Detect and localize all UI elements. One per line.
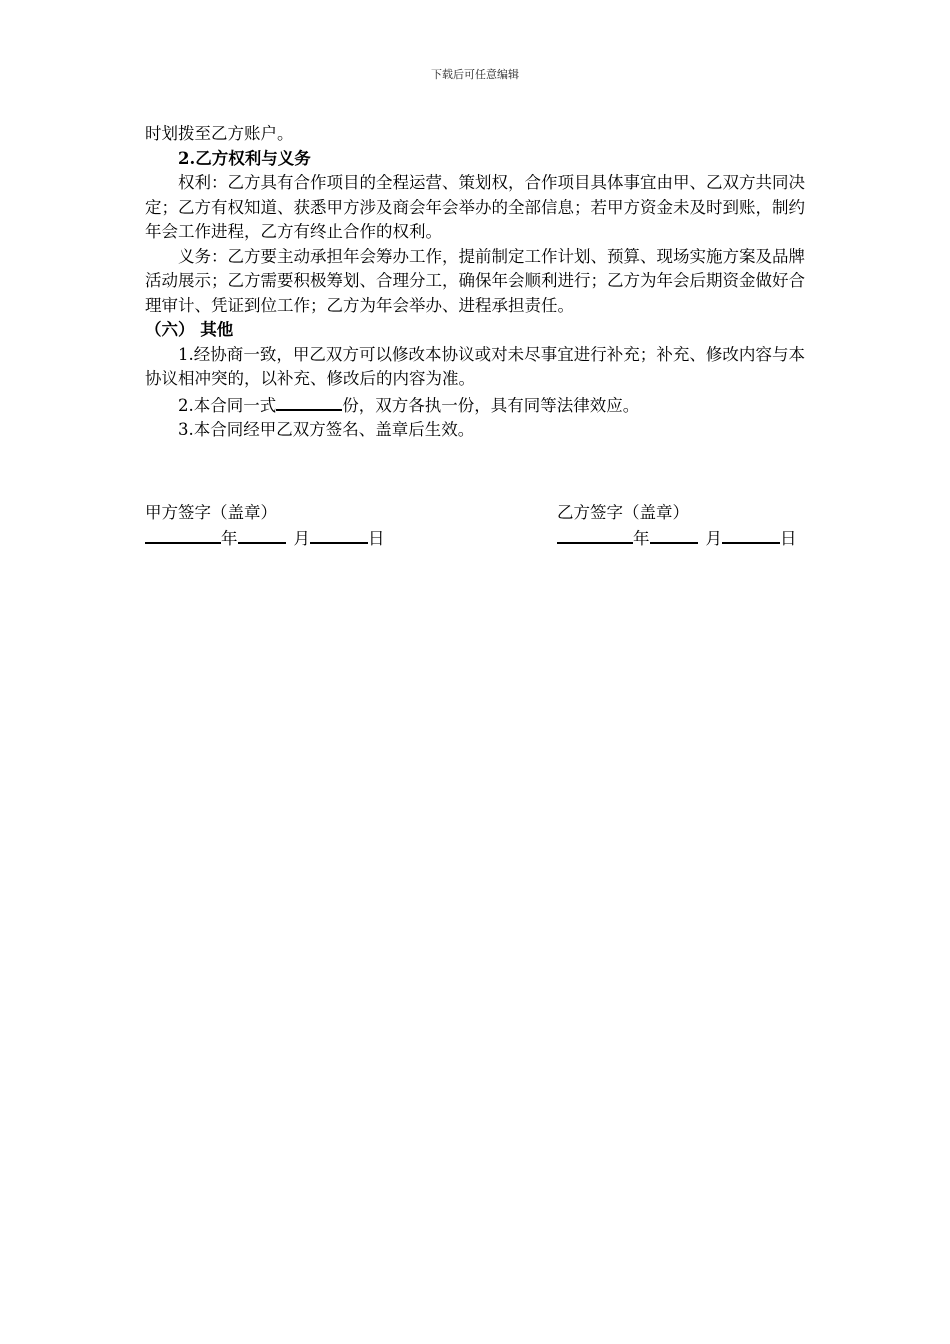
party-b-month-blank[interactable] bbox=[650, 525, 698, 544]
item-2-prefix: 2.本合同一式 bbox=[178, 395, 277, 415]
party-a-month-label: 月 bbox=[293, 529, 310, 548]
party-b-year-label: 年 bbox=[633, 529, 650, 548]
paragraph-duties: 义务：乙方要主动承担年会筹办工作，提前制定工作计划、预算、现场实施方案及品牌活动展示；乙方需要积极筹划、合理分工，确保年会顺利进行；乙方为年会后期资金做好合理审计、凭证到位工作；乙方为年会举办、进程承担责任。 bbox=[145, 246, 805, 315]
paragraph-rights: 权利：乙方具有合作项目的全程运营、策划权，合作项目具体事宜由甲、乙双方共同决定；乙方有权知道、获悉甲方涉及商会年会举办的全部信息；若甲方资金未及时到账，制约年会工作进程，乙方有终止合作的权利。 bbox=[145, 173, 805, 241]
copies-blank[interactable] bbox=[276, 392, 342, 411]
party-a-year-blank[interactable] bbox=[145, 525, 221, 544]
section-title-party-b-rights: 2.乙方权利与义务 bbox=[178, 148, 311, 168]
party-b-month-label: 月 bbox=[705, 529, 722, 548]
paragraph-item-2 bbox=[145, 392, 805, 419]
party-a-day-blank[interactable] bbox=[310, 525, 368, 544]
document-body bbox=[145, 122, 805, 443]
party-a-date bbox=[145, 525, 385, 551]
party-b-day-label: 日 bbox=[780, 529, 797, 548]
signature-party-b bbox=[557, 500, 797, 551]
party-b-date bbox=[557, 525, 797, 551]
party-b-day-blank[interactable] bbox=[722, 525, 780, 544]
paragraph-item-1: 1.经协商一致，甲乙双方可以修改本协议或对未尽事宜进行补充；补充、修改内容与本协议相冲突的，以补充、修改后的内容为准。 bbox=[145, 344, 805, 388]
party-b-year-blank[interactable] bbox=[557, 525, 633, 544]
party-a-year-label: 年 bbox=[221, 529, 238, 548]
signature-party-a bbox=[145, 500, 385, 551]
party-a-month-blank[interactable] bbox=[238, 525, 286, 544]
page-header: 下载后可任意编辑 bbox=[431, 68, 519, 81]
party-b-label: 乙方签字（盖章） bbox=[557, 503, 689, 522]
paragraph-transfer: 时划拨至乙方账户。 bbox=[145, 124, 294, 143]
section-title-other: （六） 其他 bbox=[145, 320, 234, 339]
paragraph-item-3: 3.本合同经甲乙双方签名、盖章后生效。 bbox=[178, 420, 475, 439]
party-a-day-label: 日 bbox=[368, 529, 385, 548]
item-2-suffix: 份，双方各执一份，具有同等法律效应。 bbox=[342, 395, 640, 415]
party-a-label: 甲方签字（盖章） bbox=[145, 503, 277, 522]
